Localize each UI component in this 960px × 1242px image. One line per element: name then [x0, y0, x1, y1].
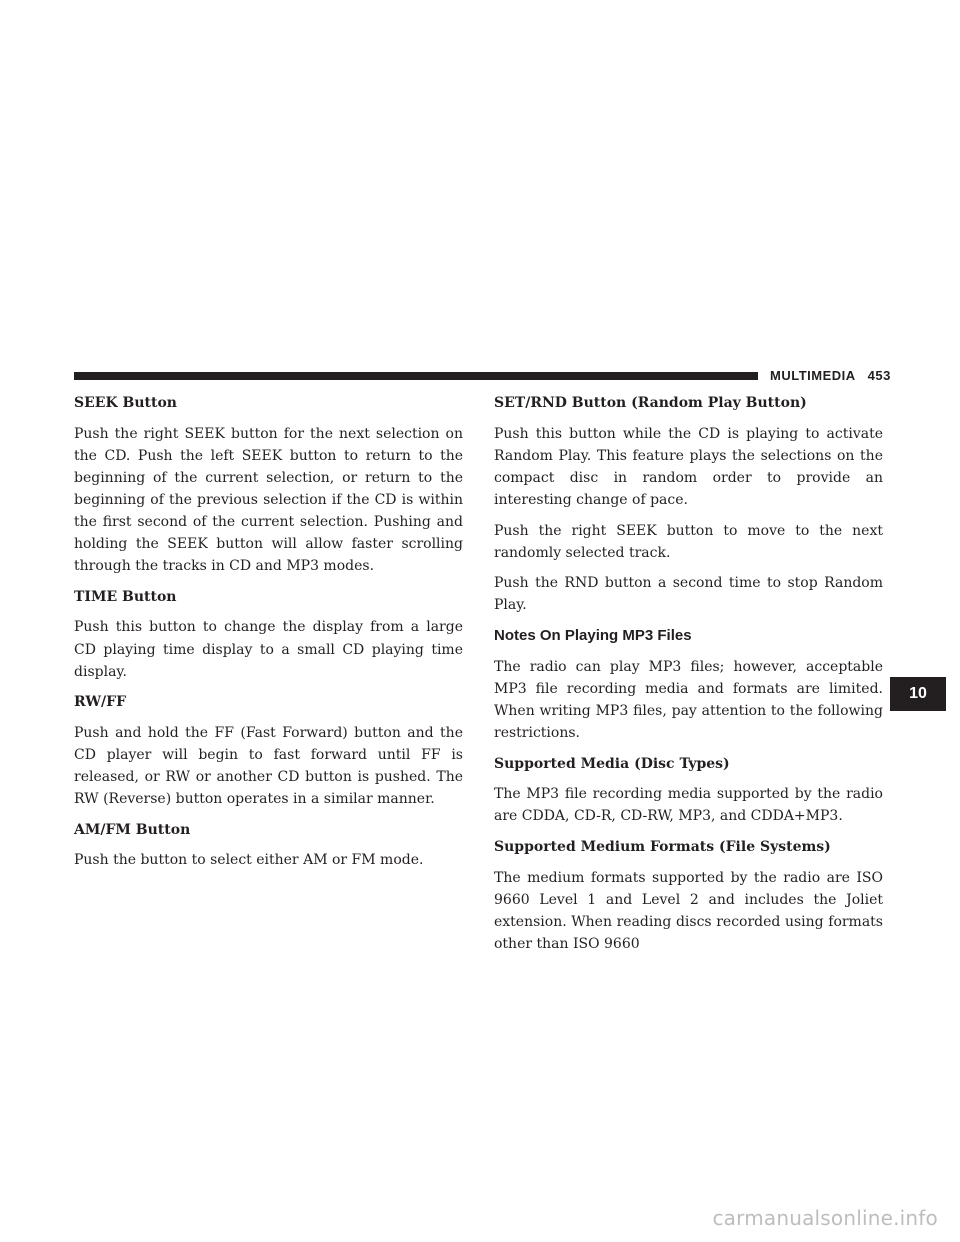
section-title: MULTIMEDIA [770, 368, 856, 383]
rw-ff-heading: RW/FF [74, 694, 127, 711]
seek-button-heading: SEEK Button [74, 395, 177, 411]
supported-media-heading: Supported Media (Disc Types) [494, 755, 730, 772]
am-fm-button-heading: AM/FM Button [74, 821, 191, 838]
supported-formats-heading: Supported Medium Formats (File Systems) [494, 839, 831, 856]
am-fm-button-paragraph: Push the button to select either AM or FM mode. [74, 852, 424, 869]
running-head [770, 367, 891, 385]
supported-media-paragraph: The MP3 file recording media supported by the radio are CDDA, CD-R, CD-RW, MP3, and CDDA+MP3. [494, 786, 883, 825]
set-rnd-button-heading: SET/RND Button (Random Play Button) [494, 395, 807, 411]
mp3-notes-paragraph: The radio can play MP3 files; however, acceptable MP3 file recording media and formats are limited. When writing MP3 files, pay attention to the following restrictions. [494, 658, 883, 741]
time-button-heading: TIME Button [74, 588, 177, 605]
page-number: 453 [867, 368, 891, 383]
left-column [74, 392, 463, 880]
mp3-notes-section-title: Notes On Playing MP3 Files [494, 627, 692, 645]
seek-button-paragraph: Push the right SEEK button for the next selection on the CD. Push the left SEEK button to return to the beginning of the current selection, or return to the beginning of the previous selection if the CD is within the first second of the current selection. Pushing and holding the SEEK button will allow faster scrolling through the tracks in CD and MP3 modes. [74, 425, 463, 575]
right-column [494, 392, 883, 964]
set-rnd-paragraph-1: Push this button while the CD is playing to activate Random Play. This feature plays the selections on the compact disc in random order to provide an interesting change of pace. [494, 425, 883, 508]
chapter-tab: 10 [890, 677, 946, 711]
set-rnd-paragraph-3: Push the RND button a second time to stop Random Play. [494, 575, 883, 614]
set-rnd-paragraph-2: Push the right SEEK button to move to the next randomly selected track. [494, 522, 883, 561]
time-button-paragraph: Push this button to change the display from a large CD playing time display to a small CD playing time display. [74, 619, 463, 680]
header-rule [74, 372, 758, 380]
rw-ff-paragraph: Push and hold the FF (Fast Forward) button and the CD player will begin to fast forward until FF is released, or RW or another CD button is pushed. The RW (Reverse) button operates in a similar manner. [74, 724, 463, 808]
watermark: carmanualsonline.info [712, 1206, 938, 1230]
supported-formats-paragraph: The medium formats supported by the radio are ISO 9660 Level 1 and Level 2 and includes the Joliet extension. When reading discs recorded using formats other than ISO 9660 [494, 869, 883, 952]
